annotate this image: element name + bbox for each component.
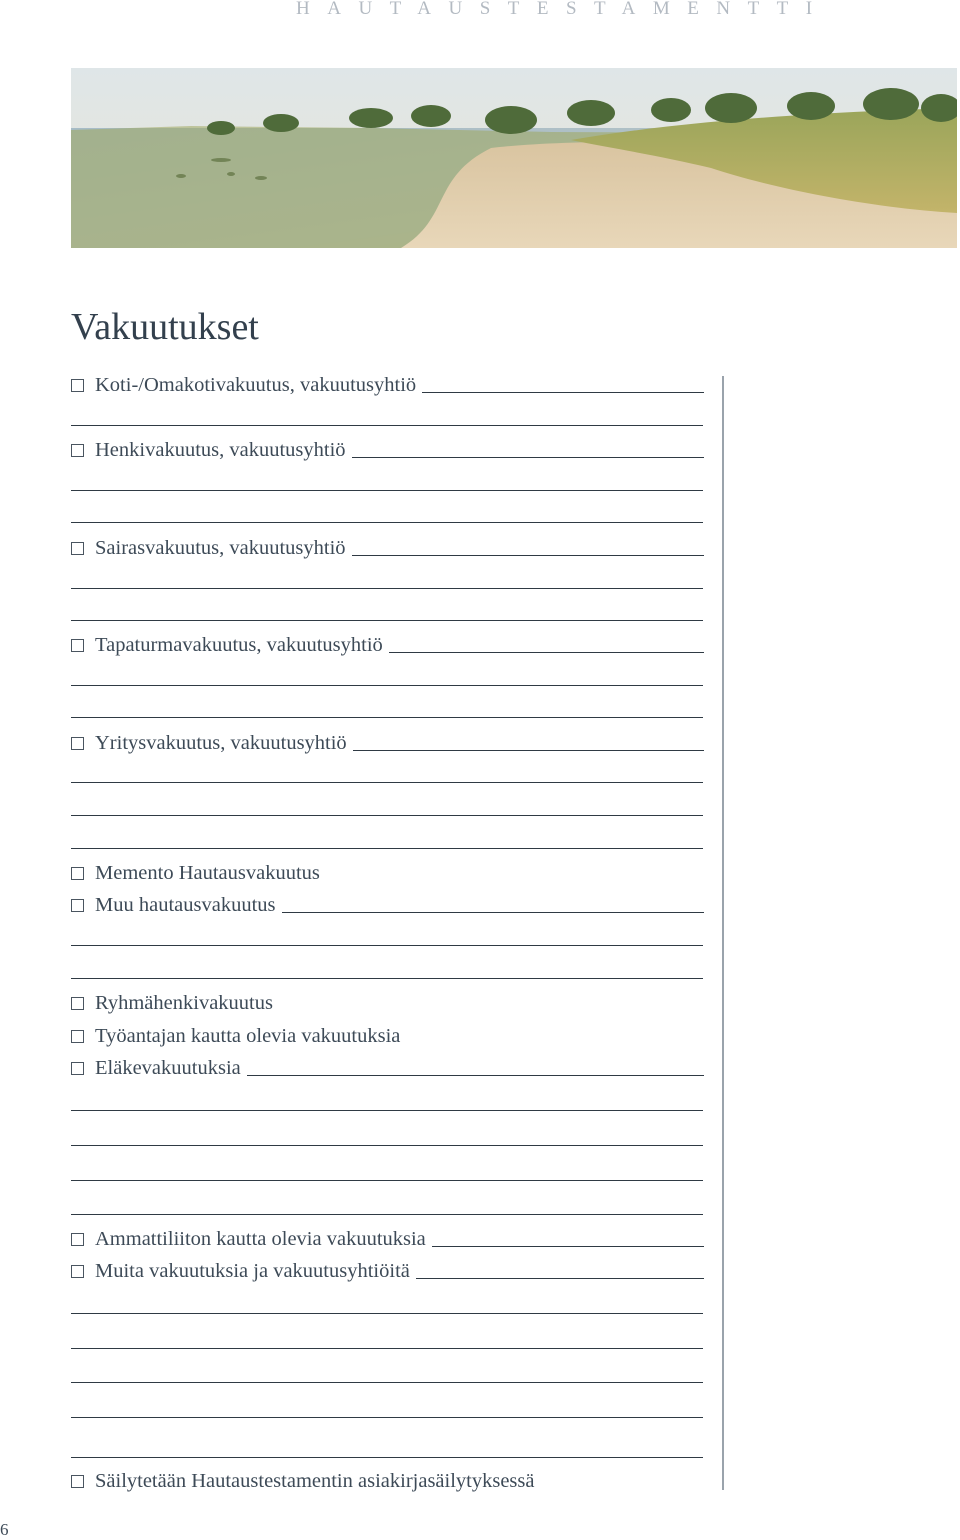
write-in-line[interactable] [71, 782, 703, 783]
write-in-line[interactable] [71, 717, 703, 718]
write-in-line[interactable] [71, 588, 703, 589]
write-in-line[interactable] [353, 749, 704, 751]
checklist-item-union-insurance [71, 1222, 704, 1252]
checklist-item-accident-insurance [71, 628, 704, 658]
item-label: Muu hautausvakuutus [95, 894, 276, 916]
checkbox[interactable] [71, 1062, 84, 1075]
write-in-line[interactable] [71, 1457, 703, 1458]
item-label: Eläkevakuutuksia [95, 1057, 241, 1079]
checkbox[interactable] [71, 867, 84, 880]
item-label: Ammattiliiton kautta olevia vakuutuksia [95, 1228, 426, 1250]
write-in-line[interactable] [352, 456, 704, 458]
item-label: Säilytetään Hautaustestamentin asiakirjasäilytyksessä [95, 1470, 535, 1492]
checklist-item-other-funeral-insurance [71, 888, 704, 918]
checkbox[interactable] [71, 899, 84, 912]
write-in-line[interactable] [422, 391, 704, 393]
checklist-item-other-insurance [71, 1254, 704, 1284]
checklist-item-group-life-insurance [71, 986, 704, 1016]
write-in-line[interactable] [71, 1145, 703, 1146]
checklist-item-document-storage [71, 1464, 535, 1494]
write-in-line[interactable] [71, 1214, 703, 1215]
vertical-divider [722, 376, 724, 1490]
checkbox[interactable] [71, 1475, 84, 1488]
write-in-line[interactable] [416, 1277, 704, 1279]
checklist-item-business-insurance [71, 726, 704, 756]
checklist-item-health-insurance [71, 531, 704, 561]
checkbox[interactable] [71, 1265, 84, 1278]
write-in-line[interactable] [432, 1245, 704, 1247]
write-in-line[interactable] [71, 425, 703, 426]
write-in-line[interactable] [71, 1382, 703, 1383]
write-in-line[interactable] [282, 911, 705, 913]
write-in-line[interactable] [247, 1074, 704, 1076]
write-in-line[interactable] [71, 1417, 703, 1418]
checkbox[interactable] [71, 379, 84, 392]
write-in-line[interactable] [389, 651, 704, 653]
beach-photo [71, 68, 957, 248]
write-in-line[interactable] [71, 685, 703, 686]
header-title: HAUTAUSTESTAMENTTI [296, 0, 830, 19]
checkbox[interactable] [71, 997, 84, 1010]
section-title: Vakuutukset [71, 306, 259, 348]
item-label: Henkivakuutus, vakuutusyhtiö [95, 439, 346, 461]
write-in-line[interactable] [71, 1180, 703, 1181]
item-label: Koti-/Omakotivakuutus, vakuutusyhtiö [95, 374, 417, 396]
checklist-item-pension-insurance [71, 1051, 704, 1081]
item-label: Ryhmähenkivakuutus [95, 992, 273, 1014]
write-in-line[interactable] [71, 620, 703, 621]
checklist-item-employer-insurance [71, 1019, 704, 1049]
write-in-line[interactable] [71, 1110, 703, 1111]
write-in-line[interactable] [71, 1313, 703, 1314]
checkbox[interactable] [71, 542, 84, 555]
write-in-line[interactable] [71, 522, 703, 523]
checkbox[interactable] [71, 639, 84, 652]
checkbox[interactable] [71, 444, 84, 457]
item-label: Tapaturmavakuutus, vakuutusyhtiö [95, 634, 383, 656]
checkbox[interactable] [71, 1030, 84, 1043]
write-in-line[interactable] [71, 978, 703, 979]
write-in-line[interactable] [71, 848, 703, 849]
write-in-line[interactable] [352, 554, 704, 556]
item-label: Sairasvakuutus, vakuutusyhtiö [95, 537, 346, 559]
checklist-item-memento-funeral-insurance [71, 856, 704, 886]
write-in-line[interactable] [71, 815, 703, 816]
checkbox[interactable] [71, 1233, 84, 1246]
item-label: Muita vakuutuksia ja vakuutusyhtiöitä [95, 1260, 410, 1282]
page-number: 6 [0, 1520, 9, 1539]
item-label: Memento Hautausvakuutus [95, 862, 320, 884]
item-label: Työantajan kautta olevia vakuutuksia [95, 1025, 401, 1047]
write-in-line[interactable] [71, 490, 703, 491]
item-label: Yritysvakuutus, vakuutusyhtiö [95, 732, 347, 754]
write-in-line[interactable] [71, 945, 703, 946]
checklist-item-life-insurance [71, 433, 704, 463]
checkbox[interactable] [71, 737, 84, 750]
write-in-line[interactable] [71, 1348, 703, 1349]
checklist-item-home-insurance [71, 368, 704, 398]
